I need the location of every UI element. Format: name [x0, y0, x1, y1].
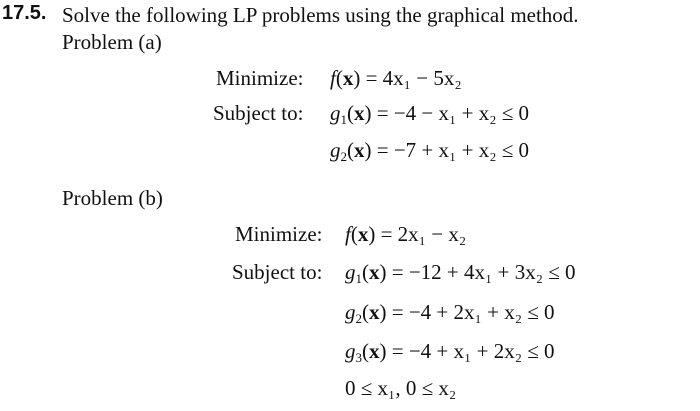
problem-a-constraint-label: Subject to: — [213, 101, 304, 125]
problem-b-constraint-g3: $g_3(x) = -4 + x_1 + 2x_2 \le 0$ — [345, 339, 555, 365]
problem-b-constraint-g1: $g_1(x) = -12 + 4x_1 + 3x_2 \le 0$ — [345, 260, 576, 286]
problem-a-constraint-g2: $g_2(x) = -7 + x_1 + x_2 \le 0$ — [330, 138, 530, 164]
problem-b-heading: Problem (b) — [62, 186, 163, 210]
problem-a-heading: Problem (a) — [62, 30, 162, 54]
problem-a-constraint-g1: $g_1(x) = -4 - x_1 + x_2 \le 0$ — [330, 101, 530, 127]
problem-b-constraint-g2: $g_2(x) = -4 + 2x_1 + x_2 \le 0$ — [345, 300, 555, 326]
problem-number: 17.5. — [2, 2, 47, 24]
problem-b-bounds: 0 ≤ x₁, 0 ≤ x₂ — [345, 376, 457, 400]
problem-b-constraint-label: Subject to: — [232, 260, 323, 284]
problem-a-objective: f(x) = 4x₁ − 5x₂ — [330, 66, 462, 90]
instruction-text: Solve the following LP problems using the graphical method. — [62, 3, 579, 27]
problem-b-objective-label: Minimize: — [235, 222, 323, 246]
problem-a-objective-label: Minimize: — [216, 66, 304, 90]
problem-b-objective: f(x) = 2x₁ − x₂ — [345, 222, 467, 246]
